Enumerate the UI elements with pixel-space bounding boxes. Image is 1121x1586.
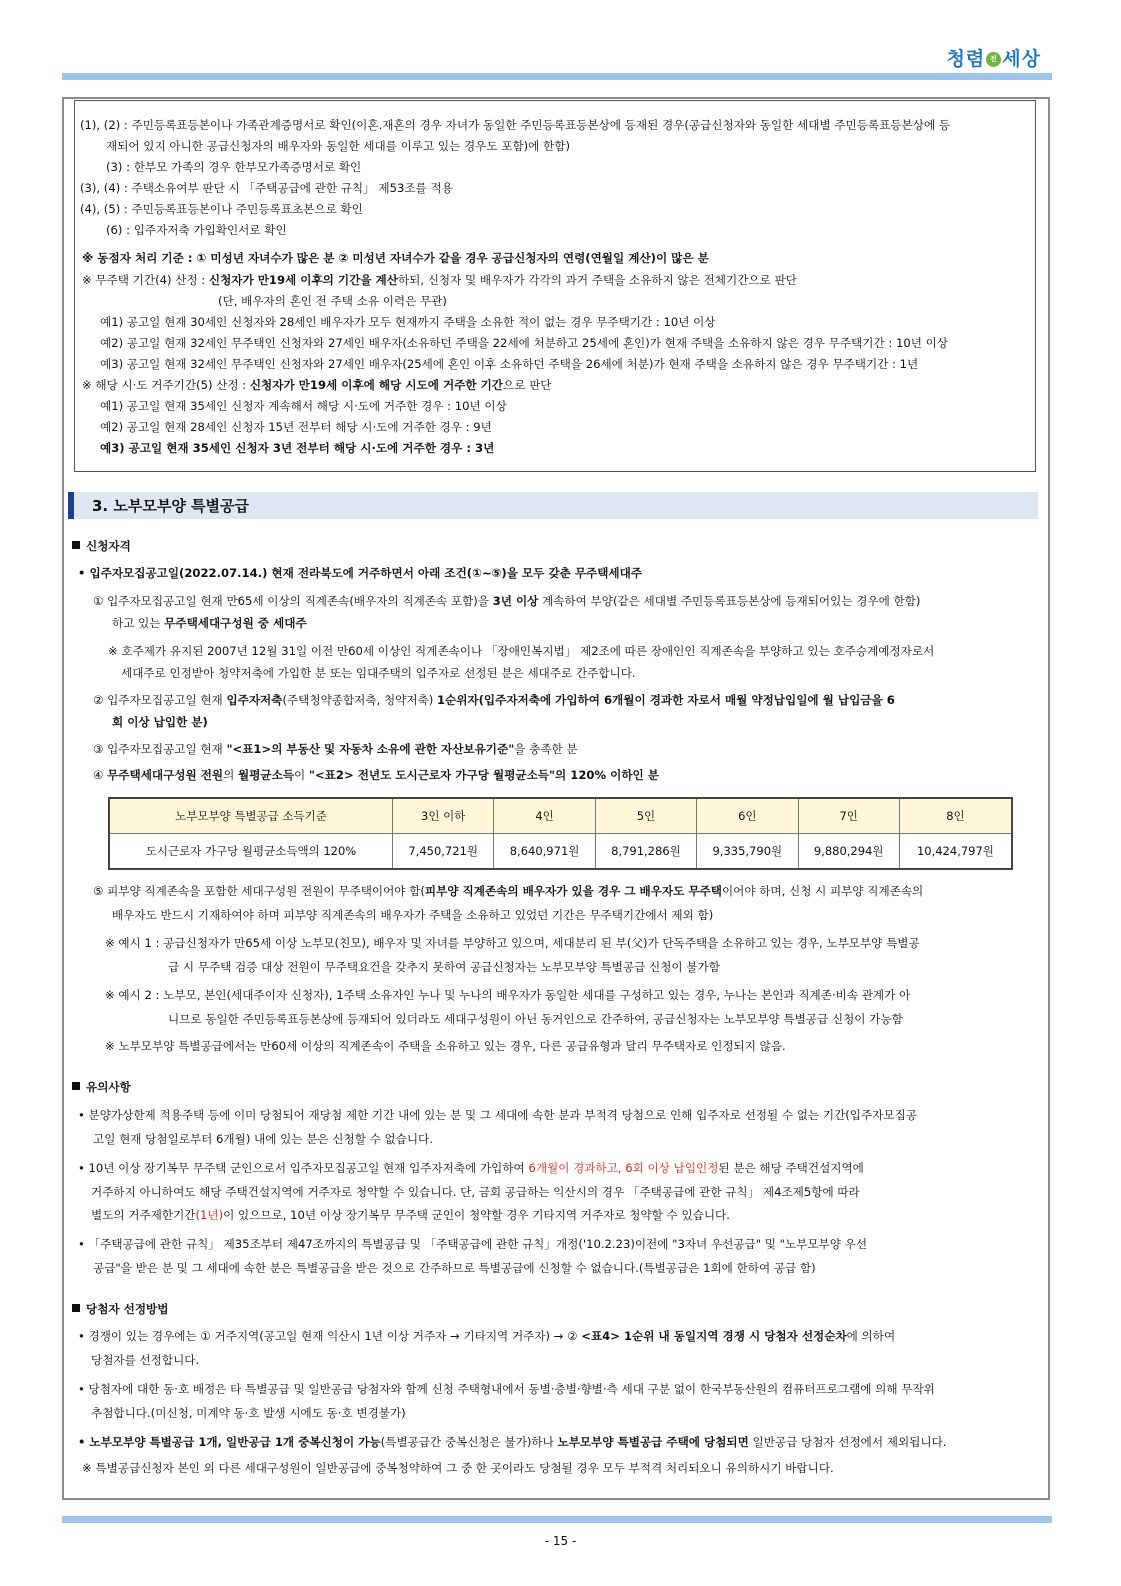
example-note: ※ 예시 2 : 노부모, 본인(세대주이자 신청자), 1주택 소유자인 누나 및 누나의 배우자가 동일한 세대를 구성하고 있는 경우, 누나는 본인과 직계존·비속 관계가 아 <box>105 988 911 1002</box>
notes-item: • 10년 이상 장기복무 무주택 군인으로서 입주자모집공고일 현재 입주자저축에 가입하여 6개월이 경과하고, 6회 이상 납입인정된 분은 해당 주택건설지역에 <box>78 1161 864 1175</box>
winner-item: • 노부모부양 특별공급 1개, 일반공급 1개 중복신청이 가능(특별공급간 중복신청은 불가)하나 노부모부양 특별공급 주택에 당첨되면 일반공급 당첨자 선정에서 제외됩니다. <box>78 1435 947 1449</box>
income-criteria-table <box>108 797 1013 870</box>
condition-1-note-cont: 세대주로 인정받아 청약저축에 가입한 분 또는 임대주택의 입주자로 선정된 분은 세대주로 간주합니다. <box>121 666 636 680</box>
note-line: (1), (2) : 주민등록표등본이나 가족관계증명서로 확인(이혼.재혼의 경우 자녀가 동일한 주민등록표등본상에 등재된 경우(공급신청자와 동일한 세대별 주민등록표등본상에 등 <box>80 118 951 132</box>
table-cell: 10,424,797원 <box>899 834 1012 870</box>
table-header-cell: 노부모부양 특별공급 소득기준 <box>109 798 393 834</box>
notes-item-cont: 별도의 거주제한기간(1년)이 있으므로, 10년 이상 장기복무 무주택 군인이 청약할 경우 기타지역 거주자로 청약할 수 있습니다. <box>91 1208 730 1222</box>
square-bullet-icon <box>72 541 80 549</box>
notes-heading: 유의사항 <box>72 1079 131 1095</box>
no-house-period-rule: ※ 무주택 기간(4) 산정 : 신청자가 만19세 이후의 기간을 계산하되, 신청자 및 배우자가 각각의 과거 주택을 소유하지 않은 전체기간으로 판단 <box>82 273 797 287</box>
table-cell: 9,335,790원 <box>697 834 798 870</box>
logo <box>947 44 1041 71</box>
notes-item-cont: 고일 현재 당첨일로부터 6개월) 내에 있는 분은 신청할 수 없습니다. <box>93 1132 433 1146</box>
example-line: 예1) 공고일 현재 35세인 신청자 계속해서 해당 시·도에 거주한 경우 : 10년 이상 <box>100 399 507 413</box>
table-header-cell: 5인 <box>595 798 696 834</box>
note-line: (4), (5) : 주민등록표등본이나 주민등록표초본으로 확인 <box>80 202 363 216</box>
qualification-heading: 신청자격 <box>72 538 131 554</box>
notes-item: • 「주택공급에 관한 규칙」 제35조부터 제47조까지의 특별공급 및 「주택공급에 관한 규칙」개정('10.2.23)이전에 "3자녀 우선공급" 및 "노부모부양 우선 <box>78 1237 868 1251</box>
note-line: 재되어 있지 아니한 공급신청자의 배우자와 동일한 세대를 이루고 있는 경우도 포함)에 한함) <box>106 139 570 153</box>
note-line: (3), (4) : 주택소유여부 판단 시 「주택공급에 관한 규칙」 제53조를 적용 <box>80 181 453 195</box>
table-row <box>109 834 1012 870</box>
example-line: 예3) 공고일 현재 35세인 신청자 3년 전부터 해당 시·도에 거주한 경우 : 3년 <box>100 441 495 455</box>
table-header-cell: 8인 <box>899 798 1012 834</box>
table-header-cell: 7인 <box>798 798 899 834</box>
example-line: 예2) 공고일 현재 28세인 신청자 15년 전부터 해당 시·도에 거주한 경우 : 9년 <box>100 420 492 434</box>
condition-5: ⑤ 피부양 직계존속을 포함한 세대구성원 전원이 무주택이어야 함(피부양 직계존속의 배우자가 있을 경우 그 배우자도 무주택이어야 하며, 신청 시 피부양 직계존속의 <box>93 884 924 898</box>
winner-item: • 당첨자에 대한 동·호 배정은 타 특별공급 및 일반공급 당첨자와 함께 신청 주택형내에서 동별·층별·향별·측 세대 구분 없이 한국부동산원의 컴퓨터프로그램에 의해 무작위 <box>78 1382 935 1396</box>
note-line: (단, 배우자의 혼인 전 주택 소유 이력은 무관) <box>218 294 447 308</box>
table-cell: 8,640,971원 <box>494 834 595 870</box>
square-bullet-icon <box>72 1082 80 1090</box>
note-line: (6) : 입주자저축 가입확인서로 확인 <box>106 223 287 237</box>
example-line: 예3) 공고일 현재 32세인 무주택인 신청자와 27세인 배우자(25세에 혼인 이후 소유하던 주택을 26세에 처분)가 현재 주택을 소유하지 않은 경우 무주택기간 : 1년 <box>100 357 919 371</box>
table-cell: 8,791,286원 <box>595 834 696 870</box>
notes-item-cont: 공급"을 받은 분 및 그 세대에 속한 분은 특별공급을 받은 것으로 간주하므로 특별공급에 신청할 수 없습니다.(특별공급은 1회에 한하여 공급 함) <box>93 1261 816 1275</box>
condition-5-cont: 배우자도 반드시 기재하여야 하며 피부양 직계존속의 배우자가 주택을 소유하고 있었던 기간은 무주택기간에서 제외 함) <box>112 908 714 922</box>
table-header-row <box>109 798 1012 834</box>
table-header-cell: 4인 <box>494 798 595 834</box>
section-marker <box>68 492 74 519</box>
winner-item-cont: 당첨자를 선정합니다. <box>91 1353 200 1367</box>
winner-item-cont: 추첨합니다.(미신청, 미계약 동·호 발생 시에도 동·호 변경불가) <box>91 1406 406 1420</box>
table-cell: 7,450,721원 <box>393 834 494 870</box>
winner-item: • 경쟁이 있는 경우에는 ① 거주지역(공고일 현재 익산시 1년 이상 거주자 → 기타지역 거주자) → ② <표4> 1순위 내 동일지역 경쟁 시 당첨자 선정순차에 의하여 <box>78 1329 896 1343</box>
example-note-cont: 급 시 무주택 검증 대상 전원이 무주택요건을 갖추지 못하여 공급신청자는 노부모부양 특별공급 신청이 불가함 <box>168 960 720 974</box>
example-note: ※ 노부모부양 특별공급에서는 만60세 이상의 직계존속이 주택을 소유하고 있는 경우, 다른 공급유형과 달리 무주택자로 인정되지 않음. <box>105 1039 786 1053</box>
section-header <box>68 492 1038 519</box>
page-number: - 15 - <box>544 1534 577 1548</box>
section-title: 3. 노부모부양 특별공급 <box>92 497 249 515</box>
example-line: 예2) 공고일 현재 32세인 무주택인 신청자와 27세인 배우자(소유하던 주택을 22세에 처분하고 25세에 혼인)가 현재 주택을 소유하지 않은 경우 무주택기간 : 10년 이상 <box>100 336 948 350</box>
condition-1-cont: 하고 있는 무주택세대구성원 중 세대주 <box>112 616 307 630</box>
condition-1-note: ※ 호주제가 유지된 2007년 12월 31일 이전 만60세 이상인 직계존속이나 「장애인복지법」 제2조에 따른 장애인인 직계존속을 부양하고 있는 호주승계예정자로서 <box>108 644 935 658</box>
example-note-cont: 니므로 동일한 주민등록표등본상에 등재되어 있더라도 세대구성원이 아닌 동거인으로 간주하여, 공급신청자는 노부모부양 특별공급 신청이 가능함 <box>168 1012 903 1026</box>
qualification-lead: • 입주자모집공고일(2022.07.14.) 현재 전라북도에 거주하면서 아래 조건(①~⑤)을 모두 갖춘 무주택세대주 <box>78 566 643 580</box>
condition-4: ④ 무주택세대구성원 전원의 월평균소득이 "<표2> 전년도 도시근로자 가구당 월평균소득"의 120% 이하인 분 <box>93 768 659 782</box>
note-line: (3) : 한부모 가족의 경우 한부모가족증명서로 확인 <box>106 160 362 174</box>
square-bullet-icon <box>72 1304 80 1312</box>
condition-2: ② 입주자모집공고일 현재 입주자저축(주택청약종합저축, 청약저축) 1순위자(입주자저축에 가입하여 6개월이 경과한 자로서 매월 약정납입일에 월 납입금을 6 <box>93 693 895 707</box>
condition-2-cont: 회 이상 납입한 분) <box>112 715 208 729</box>
tie-break-rule: ※ 동점자 처리 기준 : ① 미성년 자녀수가 많은 분 ② 미성년 자녀수가 같을 경우 공급신청자의 연령(연월일 계산)이 많은 분 <box>82 251 709 265</box>
example-line: 예1) 공고일 현재 30세인 신청자와 28세인 배우자가 모두 현재까지 주택을 소유한 적이 없는 경우 무주택기간 : 10년 이상 <box>100 315 716 329</box>
logo-text-left: 청렴 <box>946 48 986 70</box>
winner-warning: ※ 특별공급신청자 본인 외 다른 세대구성원이 일반공급에 중복청약하여 그 중 한 곳이라도 당첨될 경우 모두 부적격 처리되오니 유의하시기 바랍니다. <box>82 1461 834 1475</box>
table-header-cell: 6인 <box>697 798 798 834</box>
logo-emblem-icon: 전 <box>986 52 1001 67</box>
table-header-cell: 3인 이하 <box>393 798 494 834</box>
winner-heading: 당첨자 선정방법 <box>72 1301 168 1317</box>
footer-rule <box>62 1516 1052 1523</box>
residence-period-rule: ※ 해당 시·도 거주기간(5) 산정 : 신청자가 만19세 이후에 해당 시도에 거주한 기간으로 판단 <box>82 378 552 392</box>
logo-text-right: 세상 <box>1002 48 1041 70</box>
table-cell: 9,880,294원 <box>798 834 899 870</box>
notes-item: • 분양가상한제 적용주택 등에 이미 당첨되어 재당첨 제한 기간 내에 있는 분 및 그 세대에 속한 분과 부적격 당첨으로 인해 입주자로 선정될 수 없는 기간(입주자모집공 <box>78 1108 917 1122</box>
condition-1: ① 입주자모집공고일 현재 만65세 이상의 직계존속(배우자의 직계존속 포함)을 3년 이상 계속하여 부양(같은 세대별 주민등록표등본상에 등재되어있는 경우에 한함) <box>93 594 921 608</box>
table-row-label: 도시근로자 가구당 월평균소득액의 120% <box>109 834 393 870</box>
header-rule <box>62 73 1052 80</box>
example-note: ※ 예시 1 : 공급신청자가 만65세 이상 노부모(친모), 배우자 및 자녀를 부양하고 있으며, 세대분리 된 부(父)가 단독주택을 소유하고 있는 경우, 노부모부양 특별공 <box>105 936 920 950</box>
notes-item-cont: 거주하지 아니하여도 해당 주택건설지역에 거주자로 청약할 수 있습니다. 단, 금회 공급하는 익산시의 경우 「주택공급에 관한 규칙」 제4조제5항에 따라 <box>91 1185 860 1199</box>
condition-3: ③ 입주자모집공고일 현재 "<표1>의 부동산 및 자동차 소유에 관한 자산보유기준"을 충족한 분 <box>93 742 578 756</box>
